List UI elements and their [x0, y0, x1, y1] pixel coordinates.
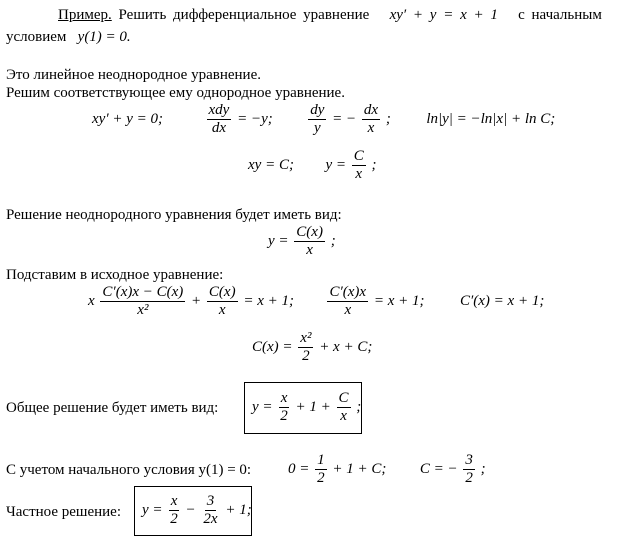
task-text: Решить дифференциальное уравнение	[118, 7, 370, 23]
fraction: $\frac{\text{xdy}}{dx}$	[208, 102, 230, 136]
eq-row-d: x $\frac{C'(x)x - C(x)}{\text{x²}}$ + $\frac{C(x)}{x}$ = x + 1; $\frac{C'(x)x}{x}$ = x + 1; C′(x) = x + 1;	[88, 284, 545, 318]
fraction: $\frac{C}{x}$	[353, 148, 364, 182]
eq-row-c: y = $\frac{C(x)}{x}$ ;	[268, 224, 336, 258]
text-substitute: Подставим в исходное уравнение:	[6, 267, 224, 283]
task-with: с начальным	[518, 7, 602, 23]
text-particular-solution: Частное решение:	[6, 504, 121, 520]
fraction: $\frac{C'(x)x}{x}$	[329, 284, 367, 318]
fraction: $\frac{x}{2}$	[170, 493, 178, 527]
text-homogeneous: Решим соответствующее ему однородное уравнение.	[6, 85, 345, 101]
intro-line-2	[6, 28, 131, 46]
task-equation: xy′ + y = x + 1	[389, 7, 498, 23]
fraction: $\frac{1}{2}$	[317, 452, 325, 486]
fraction: $\frac{dy}{y}$	[310, 102, 325, 136]
eq-initial-condition: 0 = $\frac{1}{2}$ + 1 + C; C = − $\frac{3}{2}$ ;	[288, 452, 486, 486]
fraction: $\frac{x}{2}$	[280, 390, 288, 424]
text-initial-condition: С учетом начального условия y(1) = 0:	[6, 462, 252, 478]
fraction: $\frac{3}{2x}$	[203, 493, 218, 527]
fraction: $\frac{3}{2}$	[465, 452, 473, 486]
text-linear: Это линейное неоднородное уравнение.	[6, 67, 261, 83]
text-nonhomogeneous: Решение неоднородного уравнения будет иметь вид:	[6, 207, 342, 223]
example-label: Пример.	[58, 7, 112, 23]
fraction: $\frac{C'(x)x - C(x)}{\text{x²}}$	[102, 284, 184, 318]
eq-row-b: xy = C; y = $\frac{C}{x}$ ;	[248, 148, 377, 182]
fraction: $\frac{C}{x}$	[338, 390, 349, 424]
eq-row-e: C(x) = $\frac{\text{x²}}{2}$ + x + C;	[252, 330, 373, 364]
eq-particular-solution: y = $\frac{x}{2}$ − $\frac{3}{2x}$ + 1;	[142, 493, 252, 527]
fraction: $\frac{C(x)}{x}$	[296, 224, 323, 258]
fraction: $\frac{\text{x²}}{2}$	[300, 330, 312, 364]
intro-line-1	[58, 6, 602, 24]
condition-text: условием	[6, 29, 67, 45]
fraction: $\frac{C(x)}{x}$	[208, 284, 236, 318]
fraction: $\frac{dx}{x}$	[363, 102, 379, 136]
text-general-solution: Общее решение будет иметь вид:	[6, 400, 219, 416]
eq-general-solution: y = $\frac{x}{2}$ + 1 + $\frac{C}{x}$ ;	[252, 390, 362, 424]
eq-row-a: xy′ + y = 0; $\frac{\text{xdy}}{dx}$ = −y; $\frac{dy}{y}$ = − $\frac{dx}{x}$ ; ln|y| = −ln|x| + ln C;	[92, 102, 556, 136]
condition-equation: y(1) = 0.	[77, 29, 131, 45]
